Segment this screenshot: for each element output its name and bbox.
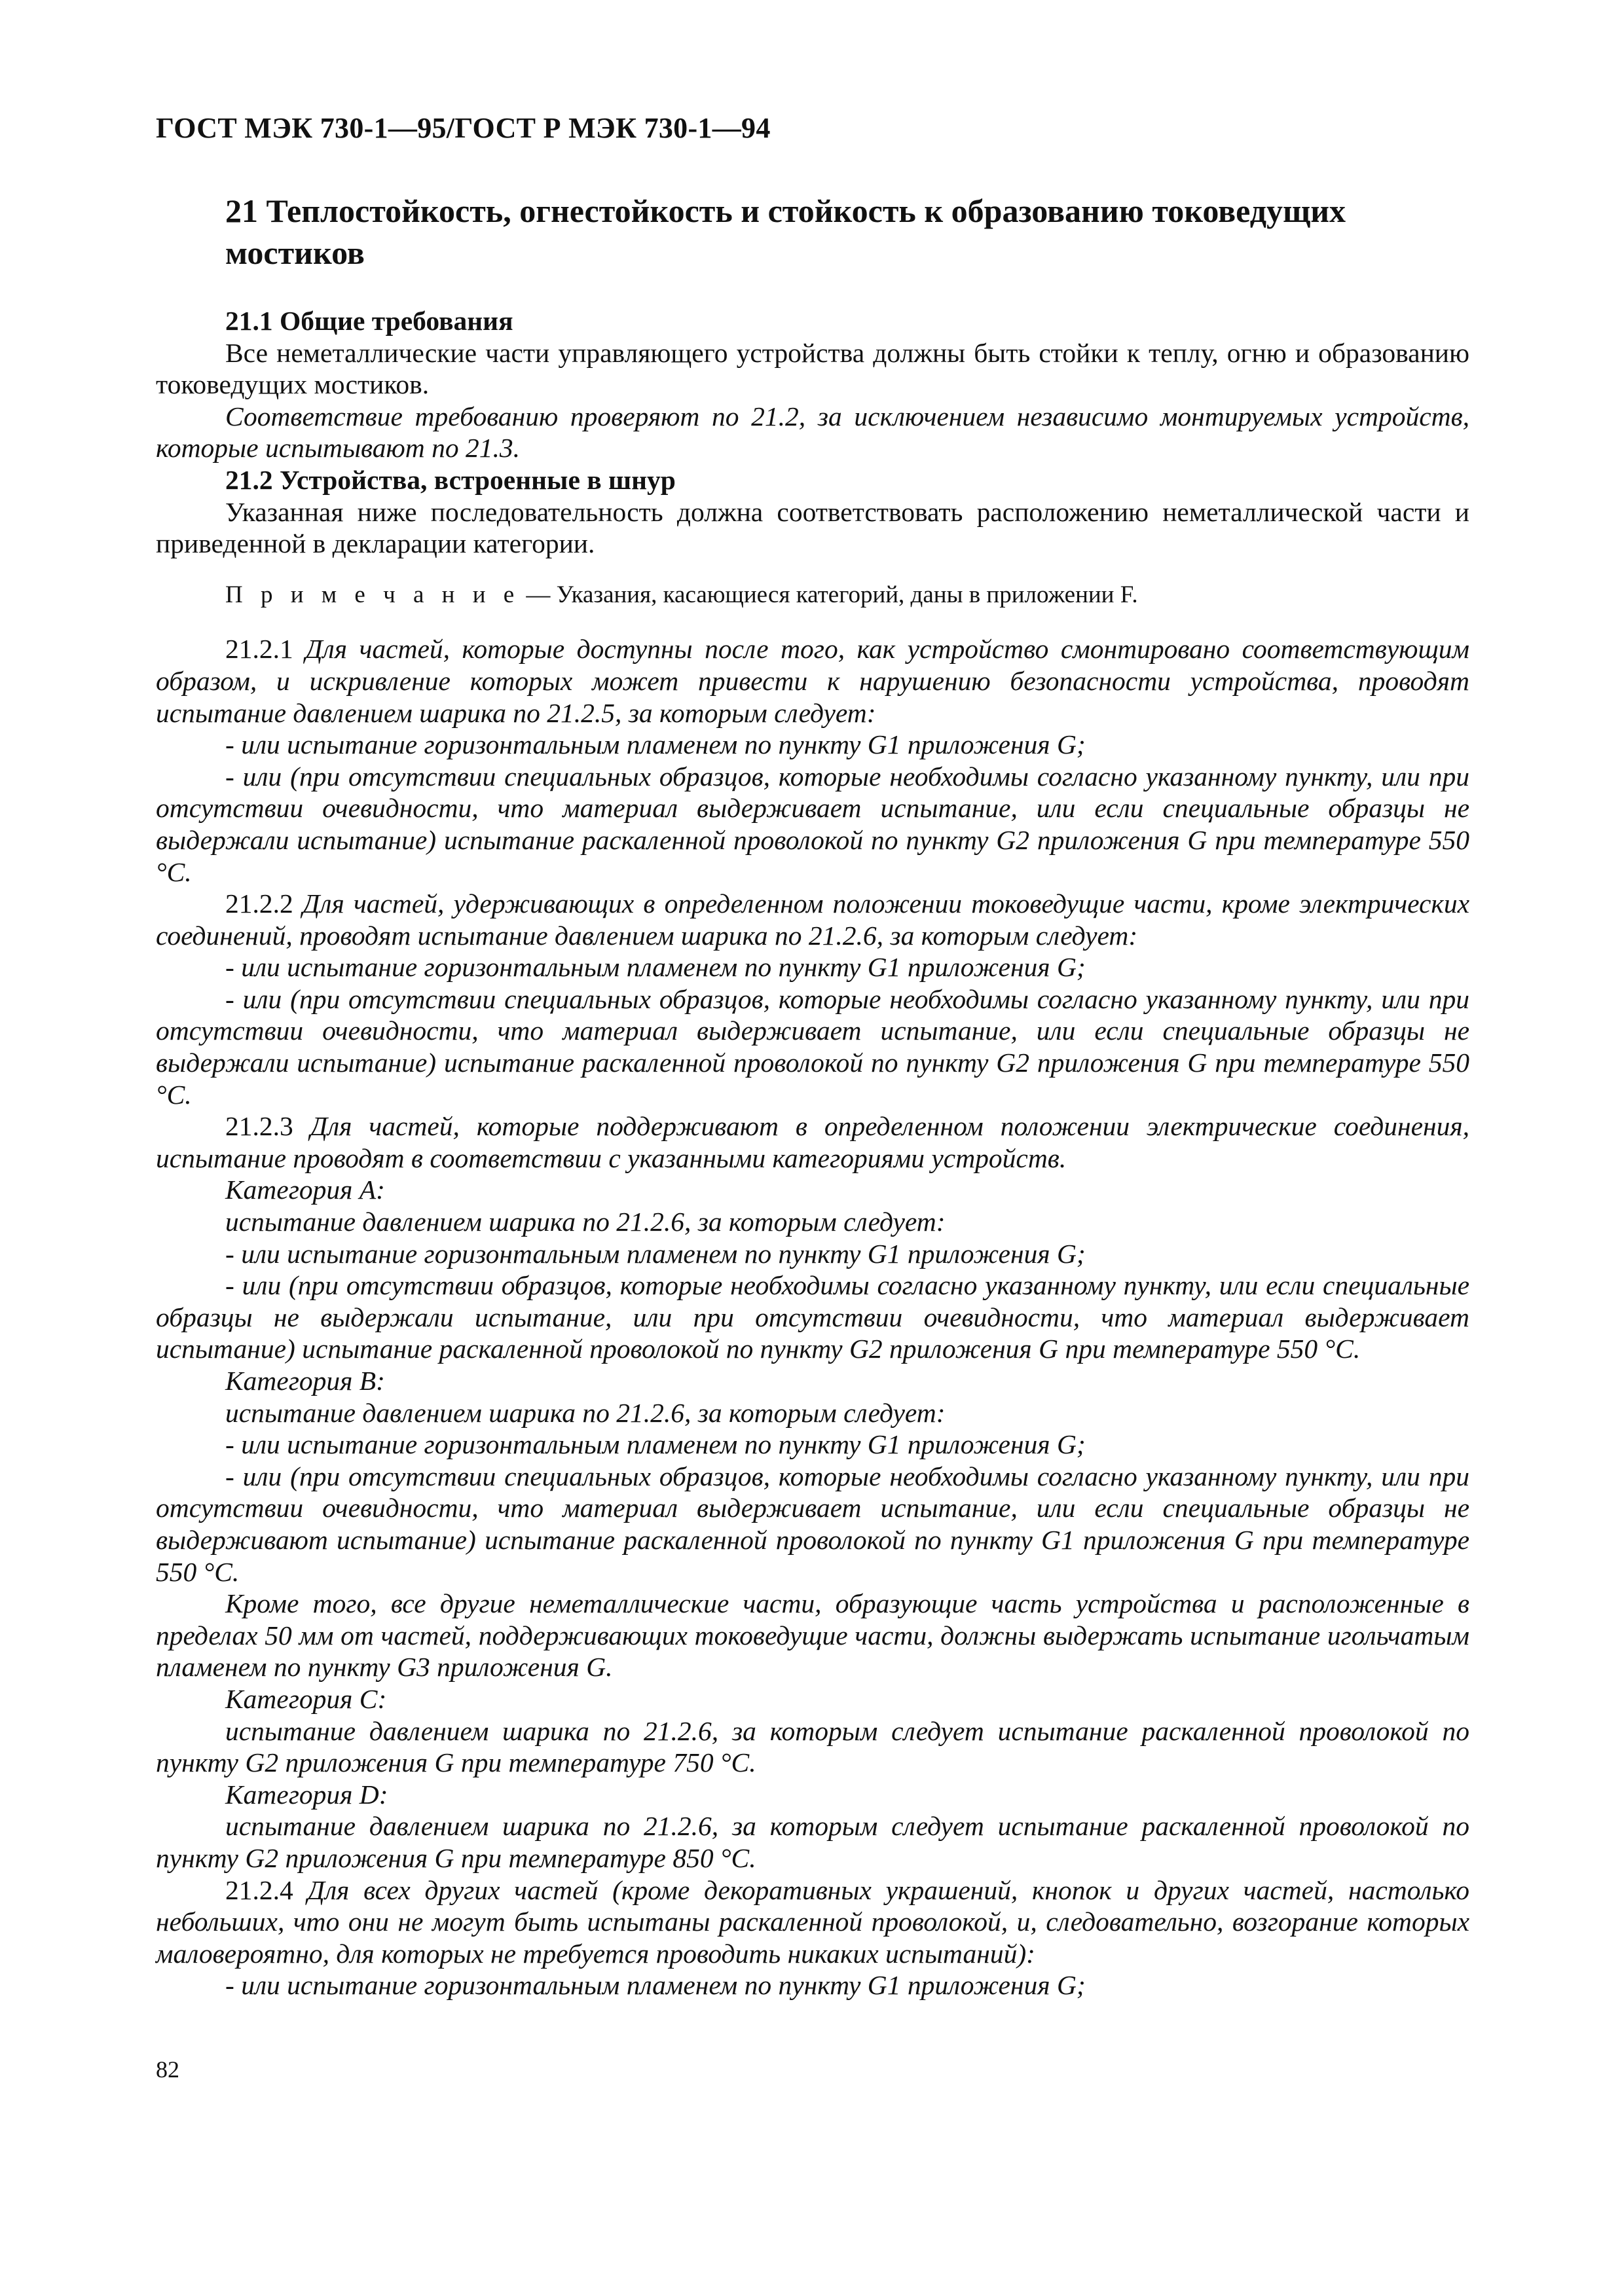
document-body <box>156 305 1469 2001</box>
category-a-test: испытание давлением шарика по 21.2.6, за которым следует: <box>225 1207 946 1237</box>
clause-21-2-4 <box>156 1874 1469 1970</box>
document-header: ГОСТ МЭК 730-1—95/ГОСТ Р МЭК 730-1—94 <box>156 112 771 144</box>
clause-21-2-1-option-1: - или испытание горизонтальным пламенем по пункту G1 приложения G; <box>225 729 1086 760</box>
subsection-heading-21-2: 21.2 Устройства, встроенные в шнур <box>225 464 676 495</box>
category-a-label: Категория А: <box>225 1175 385 1205</box>
category-a-option-1: - или испытание горизонтальным пламенем по пункту G1 приложения G; <box>225 1238 1086 1269</box>
clause-number: 21.2.2 <box>225 888 293 919</box>
clause-text: Для частей, которые доступны после того, как устройство смонтировано соответствующим образом, и искривление которых может привести к нарушению безопасности устройства, проводят испытание давлением шарика по 21.2.5, за которым следует: <box>156 634 1470 728</box>
category-c-test: испытание давлением шарика по 21.2.6, за которым следует испытание раскаленной проволокой по пункту G2 приложения G при температуре 750 °С. <box>156 1715 1469 1778</box>
paragraph-21-1-text: Все неметаллические части управляющего устройства должны быть стойки к теплу, огню и образованию токоведущих мостиков. <box>156 337 1469 400</box>
category-b-label: Категория В: <box>225 1366 385 1396</box>
clause-text: Для частей, которые поддерживают в определенном положении электрические соединения, испытание проводят в соответствии с указанными категориями устройств. <box>156 1111 1470 1173</box>
category-b-option-2: - или (при отсутствии специальных образцов, которые необходимы согласно указанному пункту, или при отсутствии очевидности, что материал выдерживает испытание, или если специальные образцы не выдерживают испытание) испытание раскаленной проволокой по пункту G1 приложения G при температуре 550 °С. <box>156 1461 1469 1587</box>
category-d-test: испытание давлением шарика по 21.2.6, за которым следует испытание раскаленной проволокой по пункту G2 приложения G при температуре 850 °С. <box>156 1811 1469 1873</box>
clause-text: Для всех других частей (кроме декоративных украшений, кнопок и других частей, настолько небольших, что они не могут быть испытаны раскаленной проволокой, и, следовательно, возгорание которых маловероятно, для которых не требуется проводить никаких испытаний): <box>156 1874 1470 1969</box>
category-a-option-2: - или (при отсутствии образцов, которые необходимы согласно указанному пункту, или если специальные образцы не выдержали испытание, или при отсутствии очевидности, что материал выдерживает испытание) испытание раскаленной проволокой по пункту G2 приложения G при температуре 550 °С. <box>156 1270 1469 1364</box>
category-b-extra: Кроме того, все другие неметаллические части, образующие часть устройства и расположенные в пределах 50 мм от частей, поддерживающих токоведущие части, должны выдержать испытание игольчатым пламенем по пункту G3 приложения G. <box>156 1588 1469 1683</box>
category-d-label: Категория D: <box>225 1779 388 1810</box>
note-label: П р и м е ч а н и е <box>225 581 521 608</box>
clause-21-2-2-option-2: - или (при отсутствии специальных образцов, которые необходимы согласно указанному пункту, или при отсутствии очевидности, что материал выдерживает испытание, или если специальные образцы не выдержали испытание) испытание раскаленной проволокой по пункту G2 приложения G при температуре 550 °С. <box>156 983 1469 1110</box>
clause-21-2-2 <box>156 888 1469 951</box>
clause-21-2-4-option-1: - или испытание горизонтальным пламенем по пункту G1 приложения G; <box>225 1970 1086 2001</box>
paragraph-21-1-compliance: Соответствие требованию проверяют по 21.2, за исключением независимо монтируемых устройств, которые испытывают по 21.3. <box>156 401 1469 464</box>
category-b-option-1: - или испытание горизонтальным пламенем по пункту G1 приложения G; <box>225 1429 1086 1460</box>
clause-21-2-3 <box>156 1110 1469 1174</box>
paragraph-21-2-text: Указанная ниже последовательность должна соответствовать расположению неметаллической части и приведенной в декларации категории. <box>156 496 1469 559</box>
clause-text: Для частей, удерживающих в определенном положении токоведущие части, кроме электрических соединений, проводят испытание давлением шарика по 21.2.6, за которым следует: <box>156 888 1469 951</box>
clause-number: 21.2.3 <box>225 1111 293 1142</box>
clause-21-2-1-option-2: - или (при отсутствии специальных образцов, которые необходимы согласно указанному пункту, или при отсутствии очевидности, что материал выдерживает испытание, или если специальные образцы не выдержали испытание) испытание раскаленной проволокой по пункту G2 приложения G при температуре 550 °С. <box>156 761 1469 887</box>
subsection-heading-21-1: 21.1 Общие требования <box>225 306 513 336</box>
clause-number: 21.2.4 <box>225 1874 293 1905</box>
section-title: 21 Теплостойкость, огнестойкость и стойкость к образованию токоведущих мостиков <box>225 192 1346 271</box>
clause-number: 21.2.1 <box>225 634 293 665</box>
category-c-label: Категория С: <box>225 1683 387 1714</box>
clause-21-2-1 <box>156 633 1469 729</box>
note-text: — Указания, касающиеся категорий, даны в приложении F. <box>520 581 1138 608</box>
note <box>156 579 1469 611</box>
clause-21-2-2-option-1: - или испытание горизонтальным пламенем по пункту G1 приложения G; <box>225 952 1086 983</box>
page-number: 82 <box>156 2056 179 2083</box>
category-b-test: испытание давлением шарика по 21.2.6, за которым следует: <box>225 1397 946 1428</box>
